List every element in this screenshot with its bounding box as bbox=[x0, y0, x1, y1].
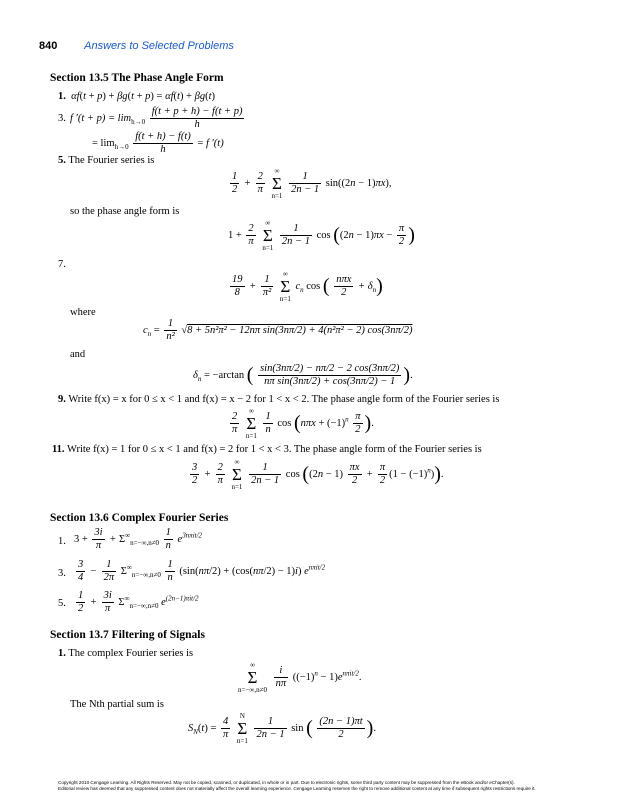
problem-text: The complex Fourier series is bbox=[68, 648, 194, 659]
c1-number: 1. bbox=[58, 536, 66, 547]
problem-11-series: $\frac{3}{2}$ + $\frac{2}{\pi}$ ∞ Σ n=1 $\frac{1}{2n - 1}$ cos ((2n − 1) $\frac{\pi x}{2}$ + $\frac{\pi}{2}$ $(1 - (-1)^n)$). bbox=[192, 458, 444, 491]
problem-9 bbox=[58, 394, 499, 405]
running-header bbox=[39, 40, 234, 52]
filtering-1-series: ∞ Σ n=−∞,n≠0 $\frac{i}{n\pi}$ $((-1)^n - 1)e^{n\pi it/2}$. bbox=[238, 661, 362, 694]
problem-text: Write f(x) = 1 for 0 ≤ x < 1 and f(x) = 2 for 1 < x < 3. The phase angle form of the Fourier series is bbox=[66, 444, 482, 455]
problem-1: 1. αf(t + p) + βg(t + p) = αf(t) + βg(t) bbox=[58, 91, 216, 102]
complex-3-series: $\frac{3}{4}$ − $\frac{1}{2\pi}$ $\Sigma^\infty_{n=-\infty,n\ne 0}$ $\frac{1}{n}$ (sin(nπ/2) + (cos(nπ/2) − 1)i) $e^{n\pi it/2}$ bbox=[78, 559, 326, 583]
problem-number: 1. bbox=[58, 648, 66, 659]
problem-5-phase-text: so the phase angle form is bbox=[70, 206, 180, 217]
problem-7-delta: $\delta_n = -\arctan$ ( $\frac{\sin(3n\pi/2) - n\pi/2 - 2 \cos(3n\pi/2)}{\text{nπ sin(3nπ/2) + cos(3nπ/2) − 1}}$ ). bbox=[193, 363, 413, 387]
filtering-1-partial-sum: $S_N(t)$ = $\frac{4}{\pi}$ N Σ n=1 $\frac{1}{2n - 1}$ sin ( $\frac{(2n - 1)\pi t}{2}$ ). bbox=[188, 712, 376, 745]
copyright-footer bbox=[58, 780, 536, 792]
section-heading-13-7: Section 13.7 Filtering of Signals bbox=[50, 629, 205, 641]
section-heading-13-6: Section 13.6 Complex Fourier Series bbox=[50, 512, 229, 524]
filtering-1-partial-text: The Nth partial sum is bbox=[70, 699, 164, 710]
problem-7-cn: $c_n$ = $\frac{1}{\text{n²}}$ √8 + 5n²π² − 12nπ sin(3nπ/2) + 4(n²π² − 2) cos(3nπ/2) bbox=[143, 318, 413, 342]
running-title: Answers to Selected Problems bbox=[84, 40, 234, 52]
problem-text: Write f(x) = x for 0 ≤ x < 1 and f(x) = x − 2 for 1 < x < 2. The phase angle form of the Fourier series is bbox=[68, 394, 500, 405]
problem-number: 9. bbox=[58, 394, 66, 405]
problem-3-line1: f $'(t + p) = \lim_{h\to 0}$ $\frac{f(t + p + h) - f(t + p)}{h}$ bbox=[70, 106, 243, 130]
problem-5-intro bbox=[58, 155, 154, 166]
copyright-line: Copyright 2010 Cengage Learning. All Rights Reserved. May not be copied, scanned, or duplicated, in whole or in part. Due to electronic rights, some third party content may be suppressed from the eBook and/or eChapter(s). bbox=[58, 780, 515, 785]
problem-number: 1. bbox=[58, 91, 66, 102]
problem-7-where: where bbox=[70, 307, 96, 318]
problem-7-series: $\frac{19}{8}$ + $\frac{1}{\text{π²}}$ ∞ Σ n=1 $c_n$ cos ( $\frac{\text{nπx}}{2}$ + $\delta_n$) bbox=[232, 270, 383, 303]
c5-number: 5. bbox=[58, 598, 66, 609]
c3-number: 3. bbox=[58, 568, 66, 579]
problem-9-series: $\frac{2}{\pi}$ ∞ Σ n=1 $\frac{1}{n}$ $\cos (n\pi x + (-1)^n$ $\frac{\pi}{2}$ ). bbox=[232, 407, 374, 440]
problem-7-and: and bbox=[70, 349, 86, 360]
problem-text: The Fourier series is bbox=[68, 155, 155, 166]
problem-number: 5. bbox=[58, 155, 66, 166]
problem-3-number: 3. bbox=[58, 113, 66, 124]
section-heading-13-5: Section 13.5 The Phase Angle Form bbox=[50, 72, 224, 84]
copyright-line: Editorial review has deemed that any suppressed content does not materially affect the overall learning experience. Cengage Learning reserves the right to remove additional content at any time if subsequent rights restrictions require it. bbox=[58, 786, 536, 791]
filtering-1-intro bbox=[58, 648, 193, 659]
problem-11 bbox=[52, 444, 482, 455]
problem-5-series: $\frac{1}{2}$ + $\frac{2}{\pi}$ ∞ Σ n=1 $\frac{1}{2n - 1}$ sin((2n − 1)πx), bbox=[232, 167, 392, 200]
problem-7-number: 7. bbox=[58, 259, 66, 270]
problem-3-line2: = $\lim_{h\to 0}$ $\frac{f(t + h) - f(t)}{h}$ = f ′(t) bbox=[92, 131, 224, 155]
problem-number: 11. bbox=[52, 444, 65, 455]
complex-1-series: 3 + $\frac{3i}{\pi}$ + $\Sigma^\infty_{n=-\infty,n\ne 0}$ $\frac{1}{n}$ $e^{3n\pi it/2}$ bbox=[74, 527, 203, 551]
problem-5-phase-form: 1 + $\frac{2}{\pi}$ ∞ Σ n=1 $\frac{1}{2n - 1}$ cos ((2n − 1)πx − $\frac{\pi}{2}$ ) bbox=[228, 219, 415, 252]
page-number: 840 bbox=[39, 40, 58, 52]
complex-5-series: $\frac{1}{2}$ + $\frac{3i}{\pi}$ $\Sigma^\infty_{n=-\infty,n\ne 0}$ $e^{(2n-1)\pi it/2}$ bbox=[78, 590, 199, 614]
